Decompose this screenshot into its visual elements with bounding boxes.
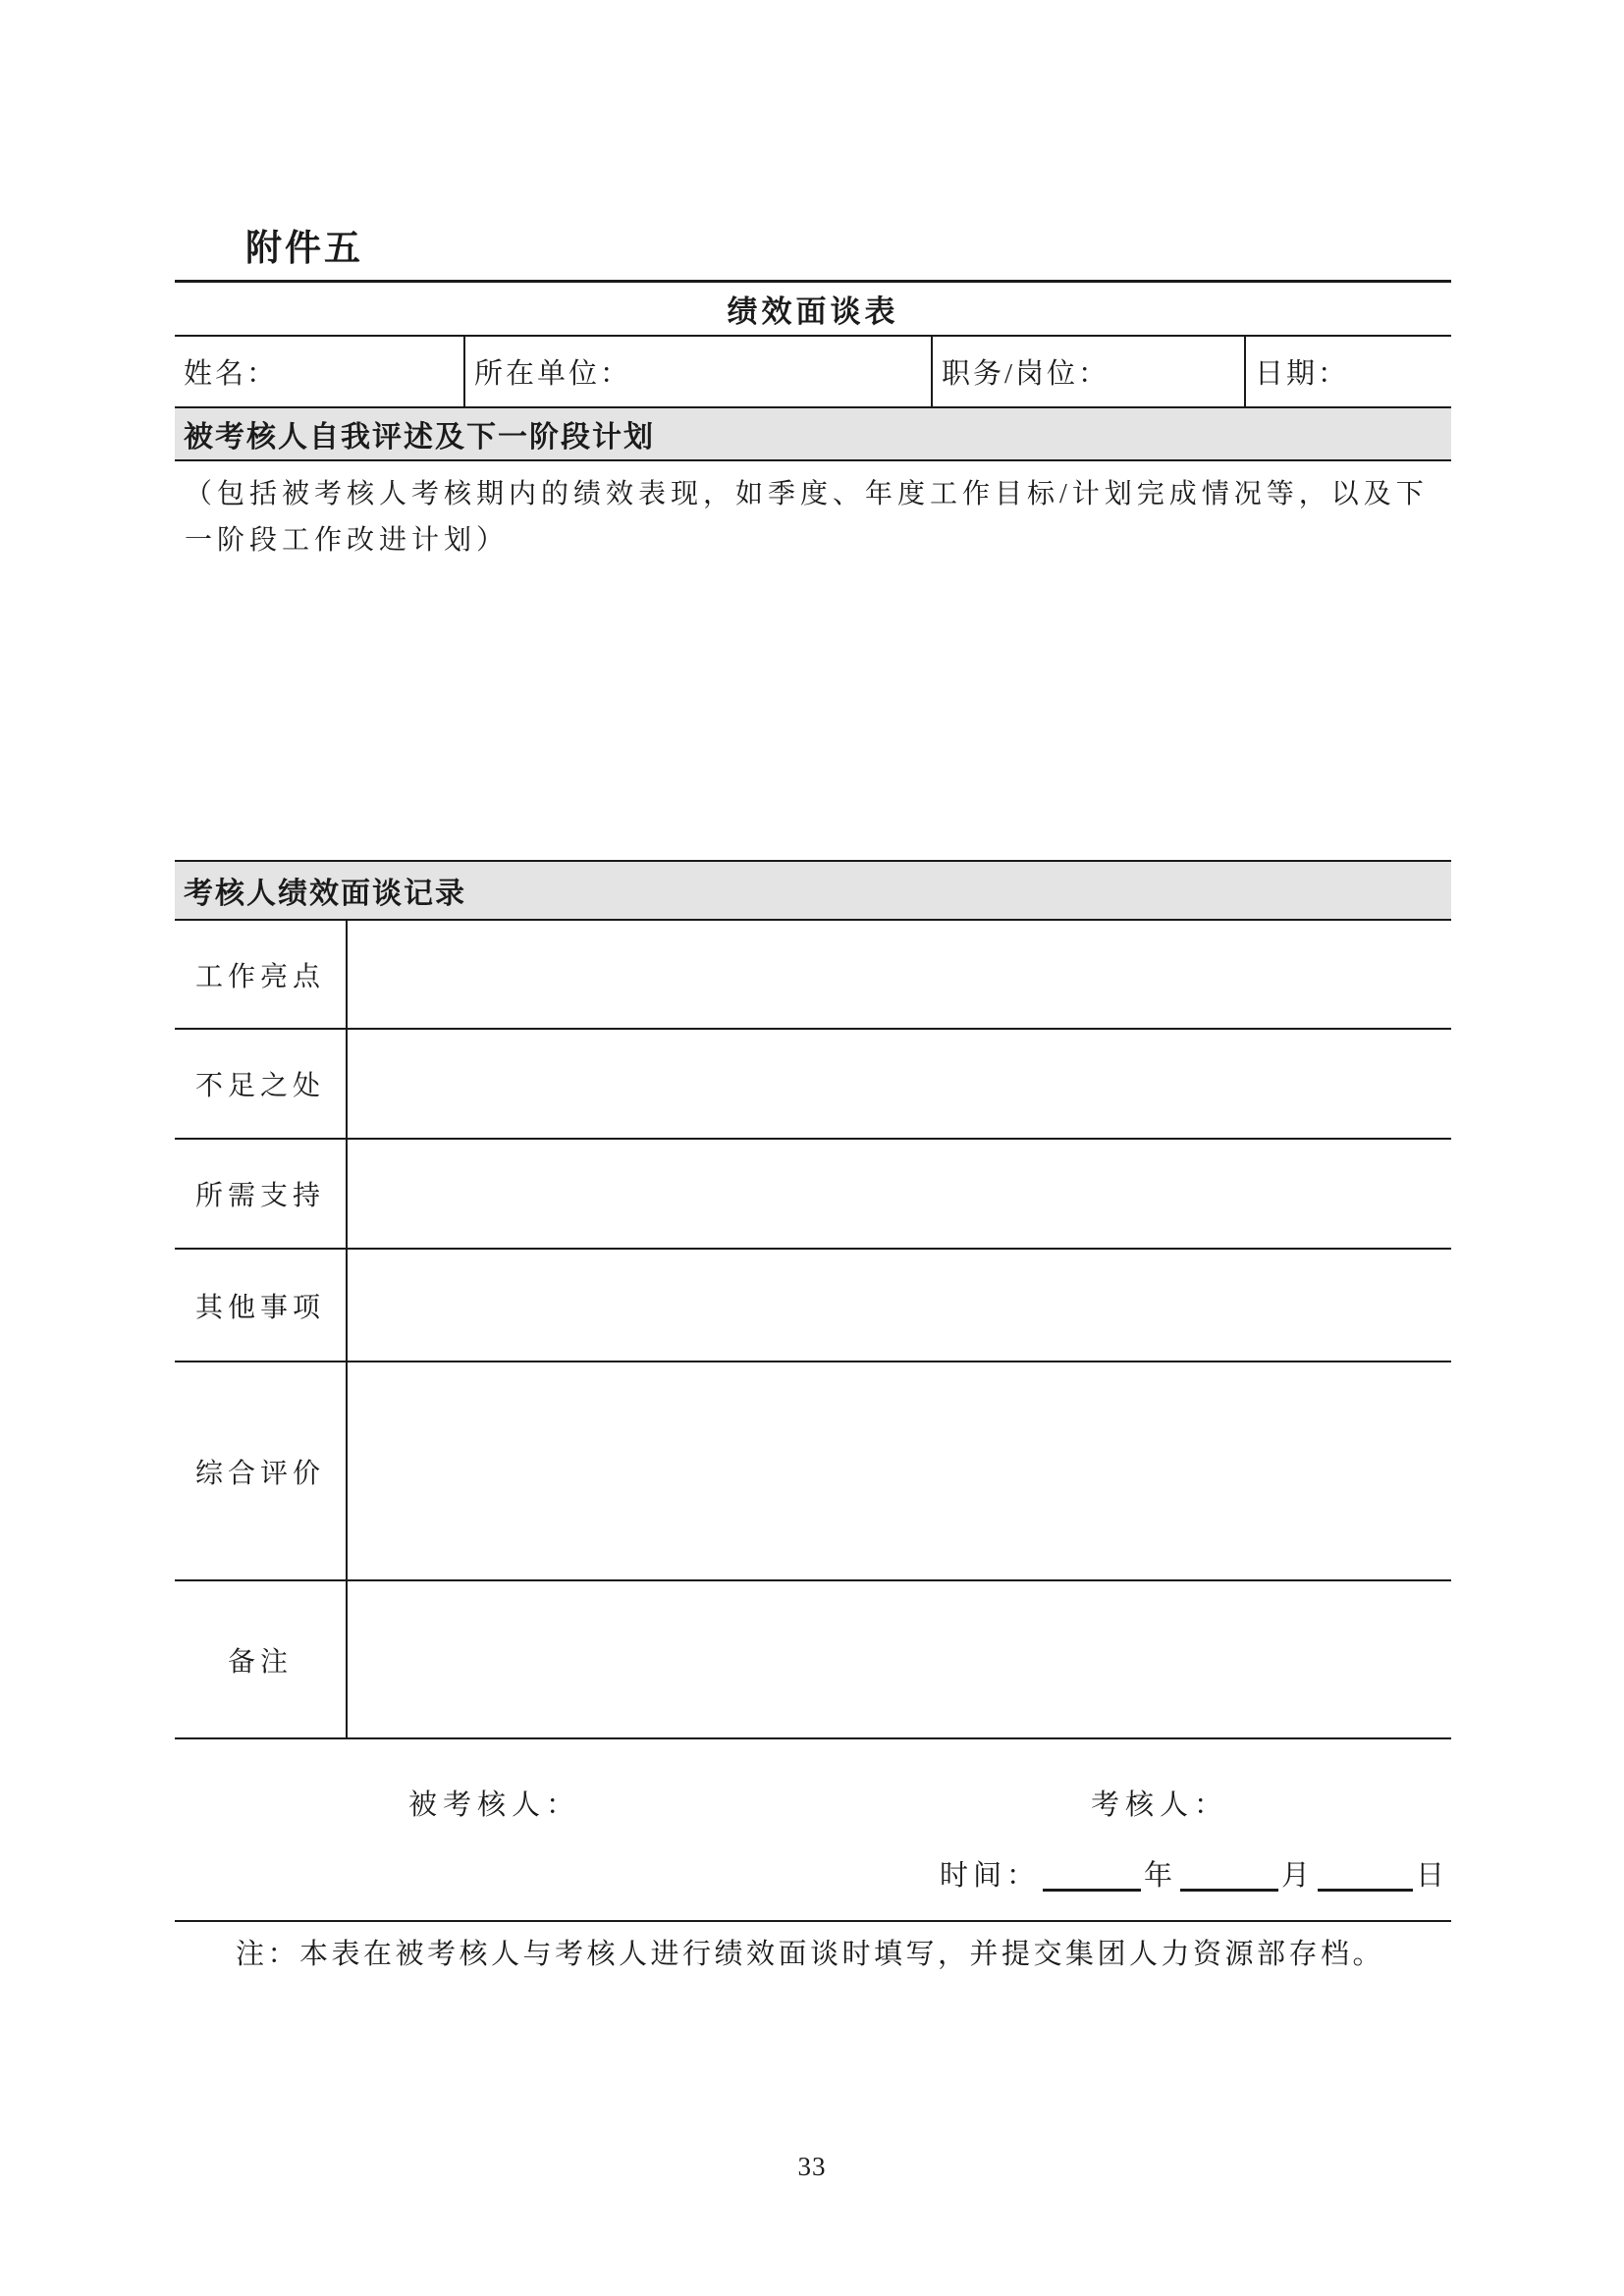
- record-label-shortcomings: 不足之处: [194, 1071, 325, 1101]
- interview-record-section-header: [175, 862, 1451, 921]
- performance-interview-form: [175, 280, 1451, 1922]
- self-review-hint-line2: 一阶段工作改进计划）: [185, 525, 510, 556]
- interview-record-header-text: 考核人绩效面谈记录: [184, 878, 466, 910]
- date-fill-line: [940, 1853, 1449, 1894]
- rater-signature-label: 考核人：: [1091, 1789, 1229, 1821]
- year-label: 年: [1143, 1860, 1177, 1892]
- record-label-overall-evaluation: 综合评价: [194, 1458, 325, 1489]
- record-label-support-needed: 所需支持: [194, 1181, 325, 1211]
- month-label: 月: [1280, 1860, 1315, 1892]
- self-review-writing-area[interactable]: [175, 461, 1451, 862]
- day-blank-line[interactable]: [1318, 1860, 1413, 1892]
- form-title-row: [175, 283, 1451, 337]
- record-row-other-matters: [175, 1250, 1451, 1362]
- attachment-label: 附件五: [245, 228, 363, 268]
- unit-field-cell[interactable]: [463, 337, 931, 406]
- record-content-other-matters[interactable]: [346, 1250, 1451, 1361]
- footnote: 注：本表在被考核人与考核人进行绩效面谈时填写，并提交集团人力资源部存档。: [236, 1939, 1385, 1970]
- name-label: 姓名：: [184, 358, 279, 390]
- year-blank-line[interactable]: [1043, 1860, 1141, 1892]
- record-label-other-matters: 其他事项: [194, 1292, 325, 1323]
- unit-label: 所在单位：: [474, 358, 632, 390]
- ratee-signature-label: 被考核人：: [408, 1789, 581, 1821]
- record-row-support-needed: [175, 1140, 1451, 1250]
- record-row-remarks: [175, 1581, 1451, 1739]
- record-content-highlights[interactable]: [346, 921, 1451, 1028]
- signature-area: [175, 1739, 1451, 1922]
- date-field-cell[interactable]: [1244, 337, 1451, 406]
- info-row: [175, 337, 1451, 408]
- time-label: 时间：: [939, 1860, 1040, 1892]
- record-label-remarks: 备注: [227, 1646, 293, 1678]
- date-label: 日期：: [1255, 358, 1350, 390]
- page-number: 33: [797, 2152, 827, 2181]
- record-row-shortcomings: [175, 1030, 1451, 1140]
- form-title: 绩效面谈表: [727, 294, 899, 329]
- month-blank-line[interactable]: [1180, 1860, 1278, 1892]
- record-content-remarks[interactable]: [346, 1581, 1451, 1737]
- position-field-cell[interactable]: [931, 337, 1244, 406]
- self-review-section-header: [175, 408, 1451, 461]
- day-label: 日: [1415, 1860, 1449, 1892]
- record-content-support-needed[interactable]: [346, 1140, 1451, 1248]
- position-label: 职务/岗位：: [942, 358, 1110, 390]
- name-field-cell[interactable]: [175, 337, 463, 406]
- record-content-overall-evaluation[interactable]: [346, 1362, 1451, 1579]
- record-label-highlights: 工作亮点: [194, 961, 325, 992]
- self-review-hint-line1: （包括被考核人考核期内的绩效表现，如季度、年度工作目标/计划完成情况等，以及下: [185, 479, 1429, 509]
- record-row-overall-evaluation: [175, 1362, 1451, 1581]
- record-row-highlights: [175, 921, 1451, 1030]
- record-content-shortcomings[interactable]: [346, 1030, 1451, 1138]
- self-review-header-text: 被考核人自我评述及下一阶段计划: [184, 421, 655, 454]
